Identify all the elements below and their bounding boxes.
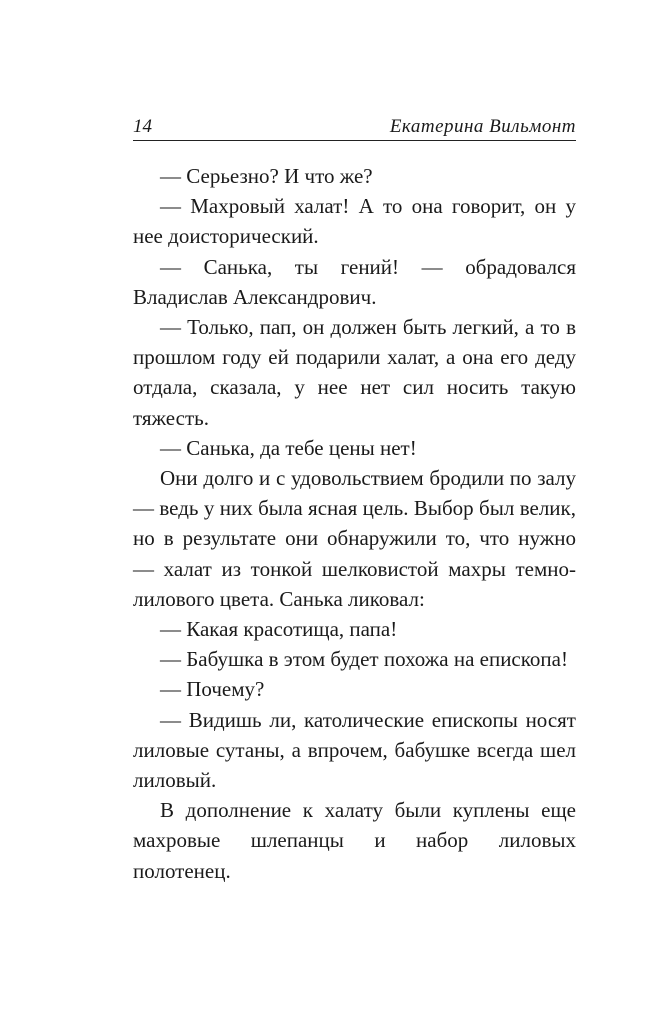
paragraph-8: — Бабушка в этом будет похожа на епископа! [160,647,568,672]
paragraph-7: — Какая красотища, папа! [160,617,398,642]
running-header [133,110,576,141]
paragraph-10: — Видишь ли, католические епископы носят лиловые сутаны, а впрочем, бабушке всегда шел лиловый. [133,707,576,793]
body-text [133,161,576,886]
paragraph-1: — Серьезно? И что же? [160,164,373,188]
paragraph-2: — Махровый халат! А то она говорит, он у нее доисторический. [133,194,576,249]
paragraph-5: — Санька, да тебе цены нет! [160,435,417,460]
page-number: 14 [133,116,152,137]
paragraph-6: Они долго и с удовольствием бродили по залу — ведь у них была ясная цель. Выбор был велик, но в результате они обнаружили то, что нужно — халат из тонкой шелковистой махры темно-лилового цвета. Санька ликовал: [133,466,576,611]
paragraph-11: В дополнение к халату были куплены еще махровые шлепанцы и набор лиловых полотенец. [133,798,576,883]
paragraph-4: — Только, пап, он должен быть легкий, а то в прошлом году ей подарили халат, а она его деду отдала, сказала, у нее нет сил носить такую тяжесть. [133,315,576,430]
paragraph-9: — Почему? [160,677,265,702]
book-author: Екатерина Вильмонт [389,116,576,137]
paragraph-3: — Санька, ты гений! — обрадовался Владислав Александрович. [133,254,576,309]
book-page [133,110,576,886]
